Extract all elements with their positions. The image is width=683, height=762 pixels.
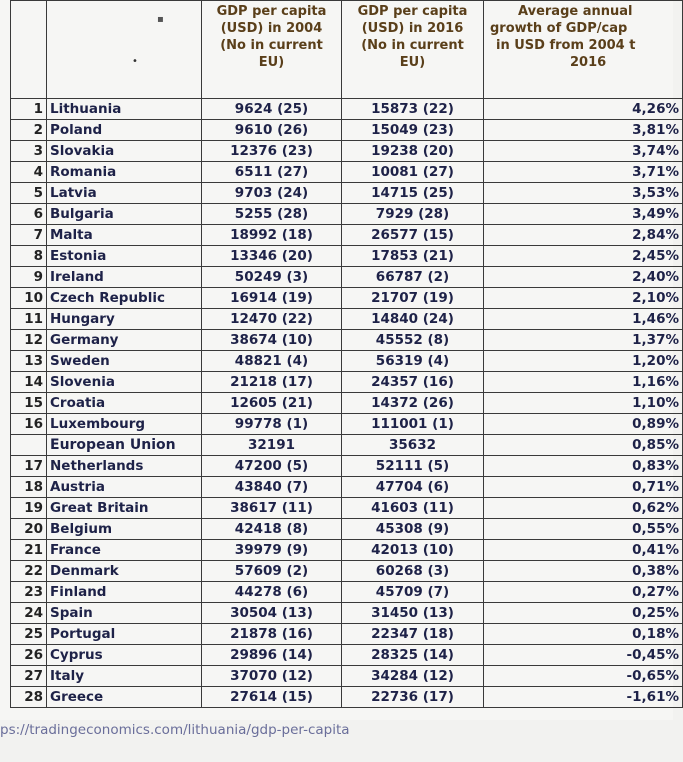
- growth-cell: 0,41%: [484, 540, 683, 561]
- gdp-2016-cell: 15873 (22): [342, 99, 484, 120]
- growth-cell: 3,71%: [484, 162, 683, 183]
- header-line: (No in current: [220, 38, 323, 53]
- header-line: (USD) in 2016: [361, 21, 464, 36]
- gdp-2004-cell: 43840 (7): [202, 477, 342, 498]
- gdp-2004-cell: 50249 (3): [202, 267, 342, 288]
- gdp-2004-cell: 9703 (24): [202, 183, 342, 204]
- rank-cell: 20: [11, 519, 47, 540]
- growth-cell: 0,85%: [484, 435, 683, 456]
- rank-cell: 24: [11, 603, 47, 624]
- growth-cell: 3,49%: [484, 204, 683, 225]
- header-line: GDP per capita: [216, 4, 327, 19]
- country-cell: Bulgaria: [47, 204, 202, 225]
- table-row: [11, 519, 683, 540]
- table-row: [11, 582, 683, 603]
- growth-cell: 2,84%: [484, 225, 683, 246]
- gdp-2004-cell: 27614 (15): [202, 687, 342, 708]
- country-cell: Finland: [47, 582, 202, 603]
- rank-cell: 23: [11, 582, 47, 603]
- table-row: [11, 99, 683, 120]
- gdp-2004-cell: 6511 (27): [202, 162, 342, 183]
- growth-cell: 3,53%: [484, 183, 683, 204]
- gdp-2016-cell: 24357 (16): [342, 372, 484, 393]
- growth-cell: -1,61%: [484, 687, 683, 708]
- gdp-2016-cell: 14840 (24): [342, 309, 484, 330]
- rank-cell: 2: [11, 120, 47, 141]
- country-cell: Malta: [47, 225, 202, 246]
- table-row: [11, 372, 683, 393]
- table-row: [11, 687, 683, 708]
- gdp-2004-cell: 13346 (20): [202, 246, 342, 267]
- gdp-2016-cell: 10081 (27): [342, 162, 484, 183]
- country-cell: Slovakia: [47, 141, 202, 162]
- gdp-2016-cell: 19238 (20): [342, 141, 484, 162]
- table-row: [11, 666, 683, 687]
- header-line: (USD) in 2004: [220, 21, 323, 36]
- gdp-2016-cell: 45308 (9): [342, 519, 484, 540]
- gdp-2016-cell: 42013 (10): [342, 540, 484, 561]
- gdp-2016-cell: 21707 (19): [342, 288, 484, 309]
- gdp-2016-cell: 28325 (14): [342, 645, 484, 666]
- growth-cell: 2,10%: [484, 288, 683, 309]
- gdp-2016-cell: 26577 (15): [342, 225, 484, 246]
- country-cell: Belgium: [47, 519, 202, 540]
- rank-cell: 12: [11, 330, 47, 351]
- gdp-2004-cell: 30504 (13): [202, 603, 342, 624]
- header-country: [47, 1, 202, 99]
- country-cell: Poland: [47, 120, 202, 141]
- country-cell: Romania: [47, 162, 202, 183]
- rank-cell: [11, 435, 47, 456]
- growth-cell: -0,65%: [484, 666, 683, 687]
- rank-cell: 4: [11, 162, 47, 183]
- gdp-2004-cell: 48821 (4): [202, 351, 342, 372]
- growth-cell: 0,27%: [484, 582, 683, 603]
- table-row: [11, 183, 683, 204]
- gdp-2016-cell: 60268 (3): [342, 561, 484, 582]
- table-row: [11, 141, 683, 162]
- gdp-2016-cell: 15049 (23): [342, 120, 484, 141]
- country-cell: France: [47, 540, 202, 561]
- rank-cell: 7: [11, 225, 47, 246]
- gdp-2004-cell: 32191: [202, 435, 342, 456]
- growth-cell: 1,16%: [484, 372, 683, 393]
- cell-marker-icon: ▪: [157, 14, 164, 25]
- rank-cell: 21: [11, 540, 47, 561]
- gdp-2016-cell: 35632: [342, 435, 484, 456]
- header-gdp-2016: [342, 1, 484, 99]
- table-row: [11, 330, 683, 351]
- gdp-2004-cell: 5255 (28): [202, 204, 342, 225]
- country-cell: Cyprus: [47, 645, 202, 666]
- header-line: EU): [258, 55, 285, 70]
- gdp-2004-cell: 44278 (6): [202, 582, 342, 603]
- rank-cell: 13: [11, 351, 47, 372]
- header-rank: [11, 1, 47, 99]
- gdp-2004-cell: 21878 (16): [202, 624, 342, 645]
- country-cell: Spain: [47, 603, 202, 624]
- gdp-2016-cell: 7929 (28): [342, 204, 484, 225]
- gdp-2004-cell: 29896 (14): [202, 645, 342, 666]
- growth-cell: 0,83%: [484, 456, 683, 477]
- table-row-eu: [11, 435, 683, 456]
- country-cell: Great Britain: [47, 498, 202, 519]
- gdp-2016-cell: 34284 (12): [342, 666, 484, 687]
- country-cell: Hungary: [47, 309, 202, 330]
- country-cell: European Union: [47, 435, 202, 456]
- rank-cell: 18: [11, 477, 47, 498]
- table-row: [11, 498, 683, 519]
- rank-cell: 3: [11, 141, 47, 162]
- gdp-2016-cell: 22736 (17): [342, 687, 484, 708]
- header-gdp-2004: [202, 1, 342, 99]
- gdp-2004-cell: 57609 (2): [202, 561, 342, 582]
- country-cell: Portugal: [47, 624, 202, 645]
- country-cell: Latvia: [47, 183, 202, 204]
- rank-cell: 17: [11, 456, 47, 477]
- header-line: in USD from 2004 t: [496, 38, 636, 53]
- table-row: [11, 288, 683, 309]
- table-row: [11, 561, 683, 582]
- gdp-2016-cell: 45552 (8): [342, 330, 484, 351]
- gdp-2016-cell: 66787 (2): [342, 267, 484, 288]
- country-cell: Lithuania: [47, 99, 202, 120]
- gdp-2016-cell: 14715 (25): [342, 183, 484, 204]
- rank-cell: 22: [11, 561, 47, 582]
- gdp-table: [10, 0, 683, 708]
- growth-cell: 2,40%: [484, 267, 683, 288]
- table-row: [11, 414, 683, 435]
- table-row: [11, 120, 683, 141]
- country-cell: Croatia: [47, 393, 202, 414]
- growth-cell: 3,81%: [484, 120, 683, 141]
- rank-cell: 9: [11, 267, 47, 288]
- country-cell: Italy: [47, 666, 202, 687]
- rank-cell: 5: [11, 183, 47, 204]
- gdp-2004-cell: 9624 (25): [202, 99, 342, 120]
- header-growth: [484, 1, 683, 99]
- gdp-2016-cell: 41603 (11): [342, 498, 484, 519]
- gdp-2004-cell: 12376 (23): [202, 141, 342, 162]
- table-row: [11, 540, 683, 561]
- growth-cell: 1,10%: [484, 393, 683, 414]
- growth-cell: 3,74%: [484, 141, 683, 162]
- rank-cell: 16: [11, 414, 47, 435]
- gdp-2004-cell: 99778 (1): [202, 414, 342, 435]
- source-link[interactable]: ps://tradingeconomics.com/lithuania/gdp-per-capita: [0, 722, 350, 738]
- rank-cell: 27: [11, 666, 47, 687]
- gdp-2016-cell: 17853 (21): [342, 246, 484, 267]
- growth-cell: 0,55%: [484, 519, 683, 540]
- table-row: [11, 393, 683, 414]
- gdp-2016-cell: 52111 (5): [342, 456, 484, 477]
- growth-cell: 0,25%: [484, 603, 683, 624]
- table-row: [11, 477, 683, 498]
- gdp-2004-cell: 16914 (19): [202, 288, 342, 309]
- rank-cell: 26: [11, 645, 47, 666]
- rank-cell: 10: [11, 288, 47, 309]
- country-cell: Luxembourg: [47, 414, 202, 435]
- header-line: GDP per capita: [357, 4, 468, 19]
- growth-cell: 4,26%: [484, 99, 683, 120]
- table-row: [11, 225, 683, 246]
- header-row: [11, 1, 683, 99]
- gdp-2004-cell: 38617 (11): [202, 498, 342, 519]
- country-cell: Ireland: [47, 267, 202, 288]
- rank-cell: 1: [11, 99, 47, 120]
- header-line: growth of GDP/cap: [490, 21, 628, 36]
- gdp-2004-cell: 38674 (10): [202, 330, 342, 351]
- gdp-2016-cell: 56319 (4): [342, 351, 484, 372]
- growth-cell: 0,71%: [484, 477, 683, 498]
- gdp-2016-cell: 31450 (13): [342, 603, 484, 624]
- gdp-2016-cell: 111001 (1): [342, 414, 484, 435]
- growth-cell: 0,62%: [484, 498, 683, 519]
- gdp-2004-cell: 12470 (22): [202, 309, 342, 330]
- rank-cell: 15: [11, 393, 47, 414]
- rank-cell: 11: [11, 309, 47, 330]
- table-row: [11, 267, 683, 288]
- growth-cell: 1,46%: [484, 309, 683, 330]
- gdp-2016-cell: 47704 (6): [342, 477, 484, 498]
- gdp-2004-cell: 12605 (21): [202, 393, 342, 414]
- gdp-2016-cell: 45709 (7): [342, 582, 484, 603]
- country-cell: Slovenia: [47, 372, 202, 393]
- gdp-2016-cell: 14372 (26): [342, 393, 484, 414]
- gdp-2004-cell: 47200 (5): [202, 456, 342, 477]
- gdp-2004-cell: 42418 (8): [202, 519, 342, 540]
- header-line: Average annual: [518, 4, 633, 19]
- growth-cell: -0,45%: [484, 645, 683, 666]
- country-cell: Greece: [47, 687, 202, 708]
- table-row: [11, 246, 683, 267]
- table-row: [11, 603, 683, 624]
- header-line: 2016: [570, 55, 607, 70]
- gdp-2004-cell: 9610 (26): [202, 120, 342, 141]
- table-row: [11, 162, 683, 183]
- growth-cell: 0,89%: [484, 414, 683, 435]
- country-cell: Estonia: [47, 246, 202, 267]
- country-cell: Sweden: [47, 351, 202, 372]
- rank-cell: 19: [11, 498, 47, 519]
- country-cell: Denmark: [47, 561, 202, 582]
- gdp-2016-cell: 22347 (18): [342, 624, 484, 645]
- table-row: [11, 309, 683, 330]
- gdp-2004-cell: 21218 (17): [202, 372, 342, 393]
- gdp-2004-cell: 18992 (18): [202, 225, 342, 246]
- growth-cell: 2,45%: [484, 246, 683, 267]
- cell-marker-icon: •: [132, 56, 138, 67]
- growth-cell: 1,37%: [484, 330, 683, 351]
- gdp-2004-cell: 39979 (9): [202, 540, 342, 561]
- growth-cell: 0,18%: [484, 624, 683, 645]
- country-cell: Germany: [47, 330, 202, 351]
- rank-cell: 14: [11, 372, 47, 393]
- header-line: (No in current: [361, 38, 464, 53]
- table-row: [11, 645, 683, 666]
- growth-cell: 0,38%: [484, 561, 683, 582]
- table-row: [11, 204, 683, 225]
- rank-cell: 28: [11, 687, 47, 708]
- table-row: [11, 456, 683, 477]
- country-cell: Netherlands: [47, 456, 202, 477]
- rank-cell: 25: [11, 624, 47, 645]
- rank-cell: 8: [11, 246, 47, 267]
- table-row: [11, 624, 683, 645]
- growth-cell: 1,20%: [484, 351, 683, 372]
- table-row: [11, 351, 683, 372]
- country-cell: Austria: [47, 477, 202, 498]
- header-line: EU): [399, 55, 426, 70]
- rank-cell: 6: [11, 204, 47, 225]
- country-cell: Czech Republic: [47, 288, 202, 309]
- gdp-2004-cell: 37070 (12): [202, 666, 342, 687]
- table-body: [11, 99, 683, 708]
